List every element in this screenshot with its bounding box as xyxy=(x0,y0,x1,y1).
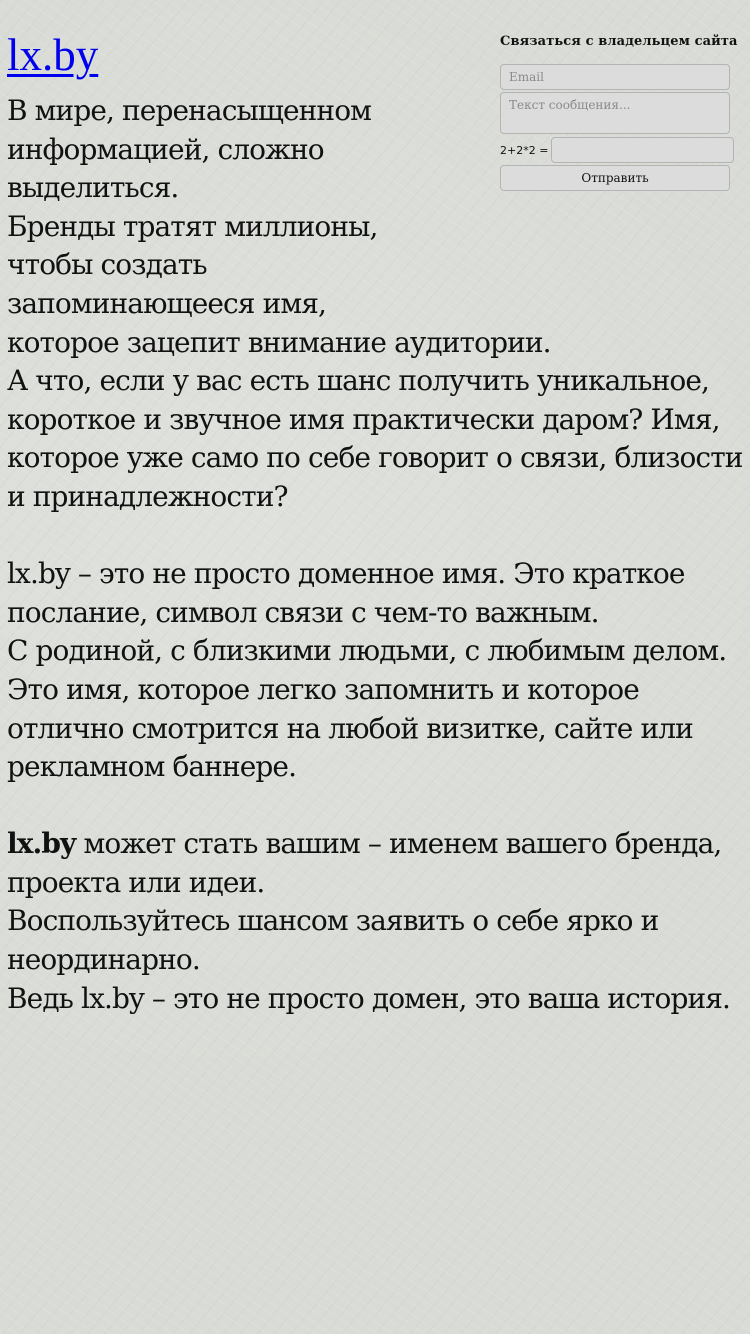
paragraph-line: Это имя, которое легко запомнить и которое отлично смотрится на любой визитке, сайте или рекламном баннере. xyxy=(7,672,693,784)
paragraph-line: lx.by – это не просто доменное имя. Это краткое послание, символ связи с чем-то важным. xyxy=(7,557,685,629)
captcha-label: 2+2*2 = xyxy=(500,143,549,157)
send-button[interactable]: Отправить xyxy=(500,165,730,191)
paragraph-line xyxy=(7,825,747,902)
paragraph-line: С родиной, с близкими людьми, с любимым делом. xyxy=(7,634,727,668)
paragraph-line: Бренды тратят миллионы, чтобы создать запоминающееся имя, которое зацепит внимание аудитории. xyxy=(7,209,551,359)
paragraph-line: А что, если у вас есть шанс получить уникальное, короткое и звучное имя практически даром? Имя, которое уже само по себе говорит о связи, близости и принадлежности? xyxy=(7,364,743,513)
paragraph-line: В мире, перенасыщенном информацией, сложно выделиться. xyxy=(7,94,372,205)
paragraph-line: Воспользуйтесь шансом заявить о себе ярко и неординарно. xyxy=(7,904,659,977)
paragraph-text: может стать вашим – именем вашего бренда, проекта или идеи. xyxy=(7,827,722,899)
email-field[interactable] xyxy=(500,64,730,90)
contact-form-title: Связаться с владельцем сайта xyxy=(500,34,738,49)
main-content xyxy=(7,92,747,1018)
paragraph-line: Ведь lx.by – это не просто домен, это ваша история. xyxy=(7,981,731,1015)
site-logo-link[interactable]: lx.by xyxy=(7,30,99,80)
brand-name: lx.by xyxy=(7,827,76,861)
